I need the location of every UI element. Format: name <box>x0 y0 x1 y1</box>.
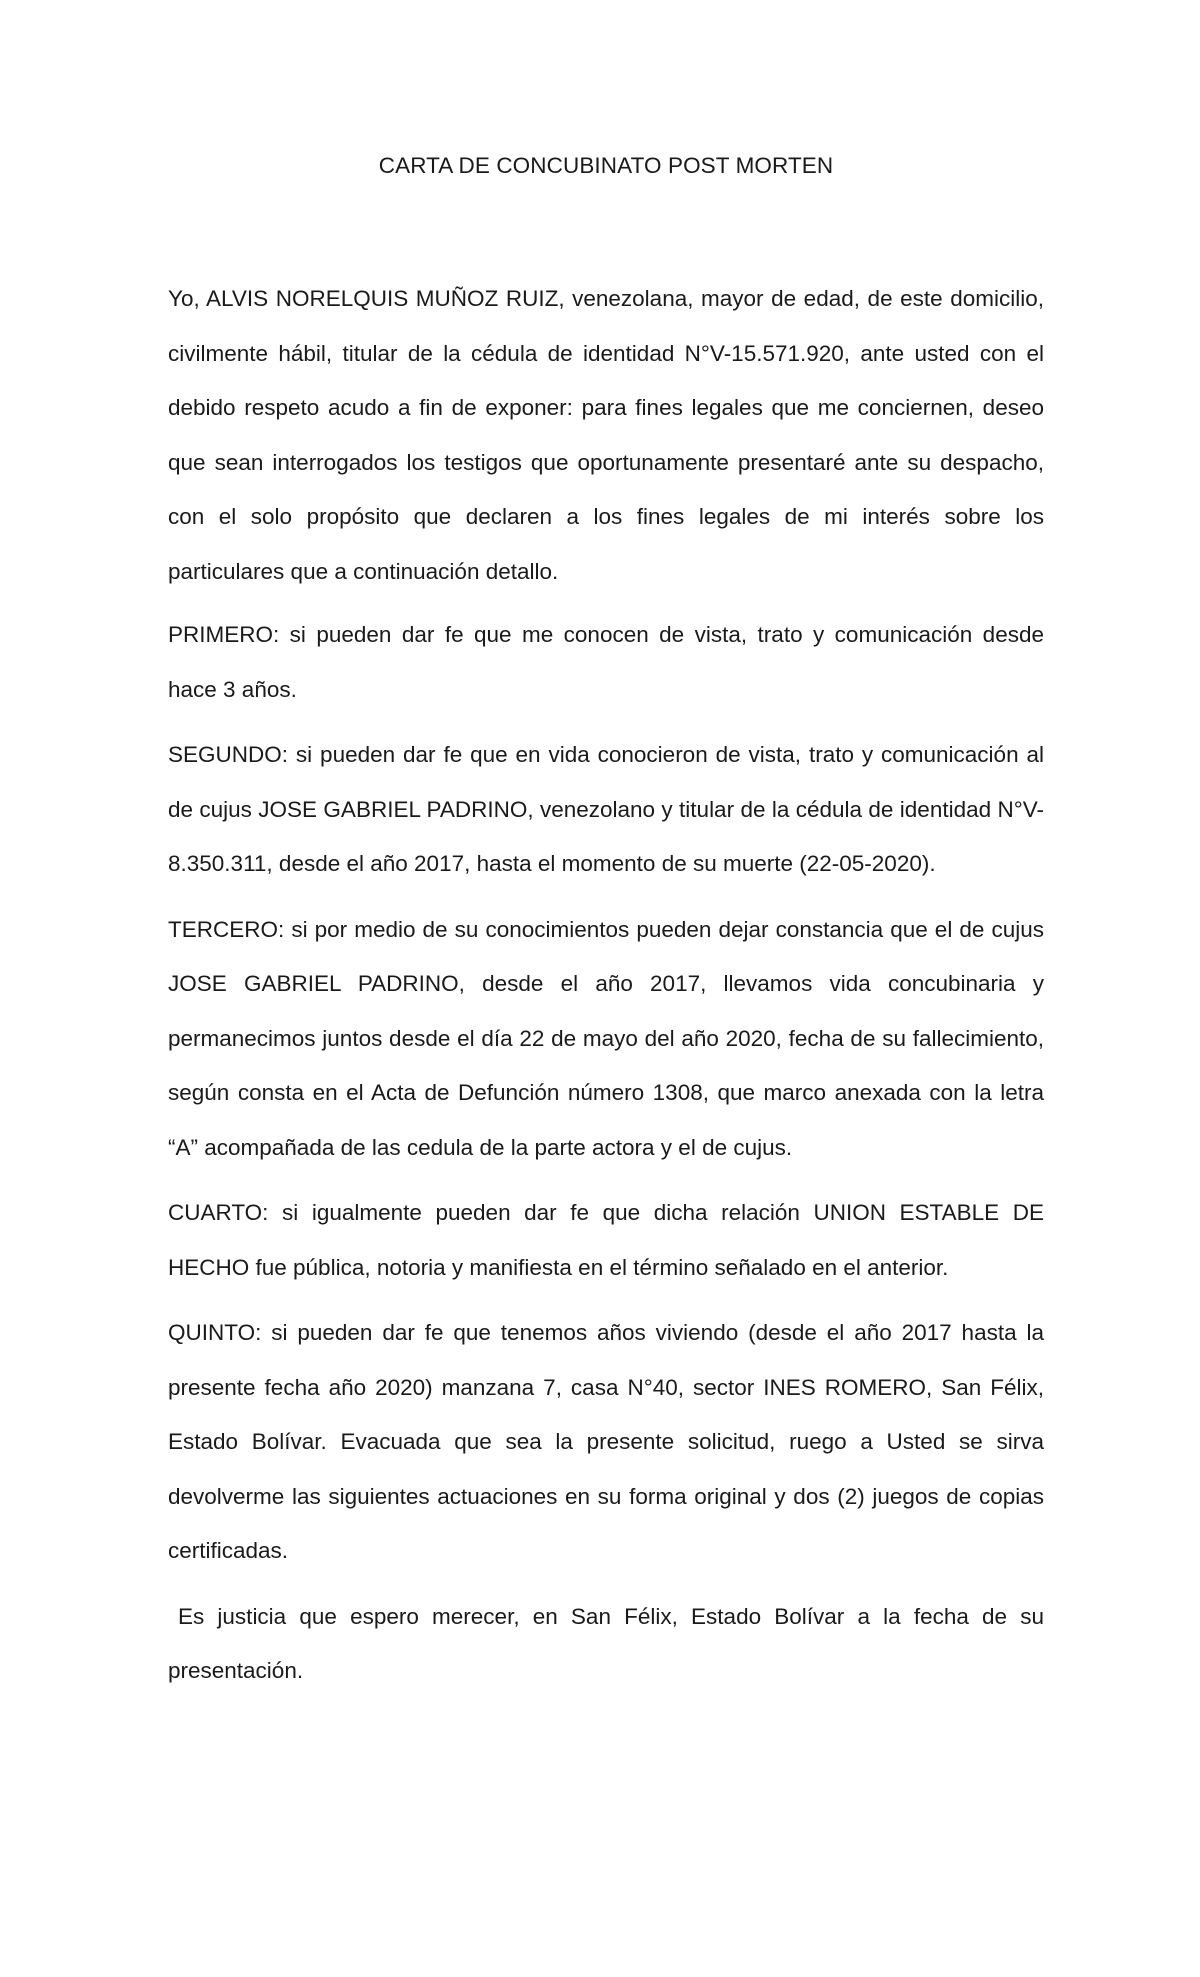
paragraph-segundo: SEGUNDO: si pueden dar fe que en vida conocieron de vista, trato y comunicación al de cujus JOSE GABRIEL PADRINO, venezolano y titular de la cédula de identidad N°V-8.350.311, desde el año 2017, hasta el momento de su muerte (22-05-2020). <box>168 742 1044 876</box>
paragraph-quinto: QUINTO: si pueden dar fe que tenemos años viviendo (desde el año 2017 hasta la presente fecha año 2020) manzana 7, casa N°40, sector INES ROMERO, San Félix, Estado Bolívar. Evacuada que sea la presente solicitud, ruego a Usted se sirva devolverme las siguientes actuaciones en su forma original y dos (2) juegos de copias certificadas. <box>168 1320 1044 1563</box>
closing-paragraph: Es justicia que espero merecer, en San Félix, Estado Bolívar a la fecha de su presentación. <box>168 1603 1044 1683</box>
document-body <box>168 148 1044 1710</box>
paragraph-cuarto: CUARTO: si igualmente pueden dar fe que dicha relación UNION ESTABLE DE HECHO fue pública, notoria y manifiesta en el término señalado en el anterior. <box>168 1200 1044 1280</box>
paragraph-primero: PRIMERO: si pueden dar fe que me conocen de vista, trato y comunicación desde hace 3 años. <box>168 622 1044 702</box>
intro-paragraph: Yo, ALVIS NORELQUIS MUÑOZ RUIZ, venezolana, mayor de edad, de este domicilio, civilmente hábil, titular de la cédula de identidad N°V-15.571.920, ante usted con el debido respeto acudo a fin de exponer: para fines legales que me conciernen, deseo que sean interrogados los testigos que oportunamente presentaré ante su despacho, con el solo propósito que declaren a los fines legales de mi interés sobre los particulares que a continuación detallo. <box>168 286 1044 584</box>
paragraph-tercero: TERCERO: si por medio de su conocimientos pueden dejar constancia que el de cujus JOSE GABRIEL PADRINO, desde el año 2017, llevamos vida concubinaria y permanecimos juntos desde el día 22 de mayo del año 2020, fecha de su fallecimiento, según consta en el Acta de Defunción número 1308, que marco anexada con la letra “A” acompañada de las cedula de la parte actora y el de cujus. <box>168 916 1044 1160</box>
document-title: CARTA DE CONCUBINATO POST MORTEN <box>378 153 834 178</box>
